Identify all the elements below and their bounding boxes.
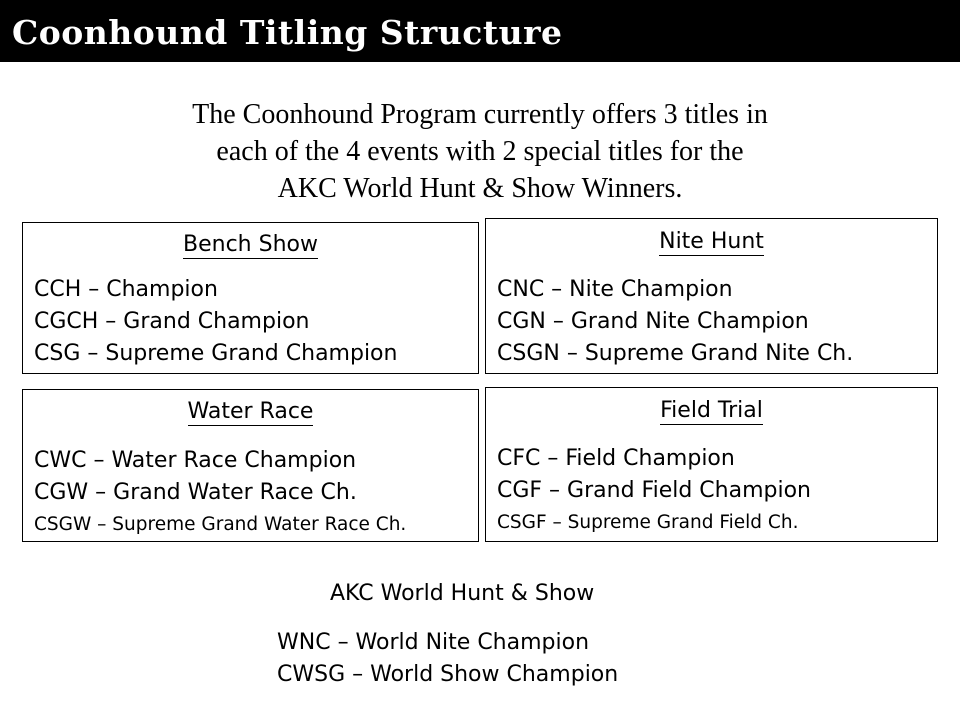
title-item: CFC – Field Champion [497,446,735,471]
intro-line: AKC World Hunt & Show Winners. [277,173,683,204]
intro-line: The Coonhound Program currently offers 3 titles in [192,99,768,130]
field-trial-heading-text: Field Trial [660,398,763,423]
intro-line: each of the 4 events with 2 special titles for the [216,136,744,167]
title-item: CSGF – Supreme Grand Field Ch. [497,512,799,533]
field-trial-box [485,387,938,542]
title-item: CWC – Water Race Champion [34,448,357,473]
title-item: CWSG – World Show Champion [277,662,619,687]
title-item: CNC – Nite Champion [497,277,733,302]
title-item: CGW – Grand Water Race Ch. [34,480,357,505]
nite-hunt-heading-text: Nite Hunt [659,229,764,254]
title-bar [0,0,960,62]
bench-show-titles [34,274,474,370]
title-item: CSGN – Supreme Grand Nite Ch. [497,341,854,366]
world-titles [277,627,618,691]
title-item: CSG – Supreme Grand Champion [34,341,398,366]
field-trial-heading [486,397,937,425]
water-race-titles [34,445,474,541]
water-race-box [22,389,479,542]
water-race-heading [23,398,478,426]
bench-show-box [22,222,479,374]
field-trial-titles [497,443,933,539]
title-item: WNC – World Nite Champion [277,630,590,655]
title-item: CSGW – Supreme Grand Water Race Ch. [34,514,407,535]
title-item: CGCH – Grand Champion [34,309,310,334]
page-title: Coonhound Titling Structure [12,13,563,52]
bench-show-heading [23,231,478,259]
title-item: CCH – Champion [34,277,218,302]
nite-hunt-heading [486,228,937,256]
title-item: CGF – Grand Field Champion [497,478,811,503]
bench-show-heading-text: Bench Show [183,232,318,257]
nite-hunt-titles [497,274,933,370]
world-hunt-heading: AKC World Hunt & Show [330,581,595,606]
intro-paragraph [80,96,880,207]
water-race-heading-text: Water Race [187,399,314,424]
title-item: CGN – Grand Nite Champion [497,309,809,334]
nite-hunt-box [485,218,938,374]
